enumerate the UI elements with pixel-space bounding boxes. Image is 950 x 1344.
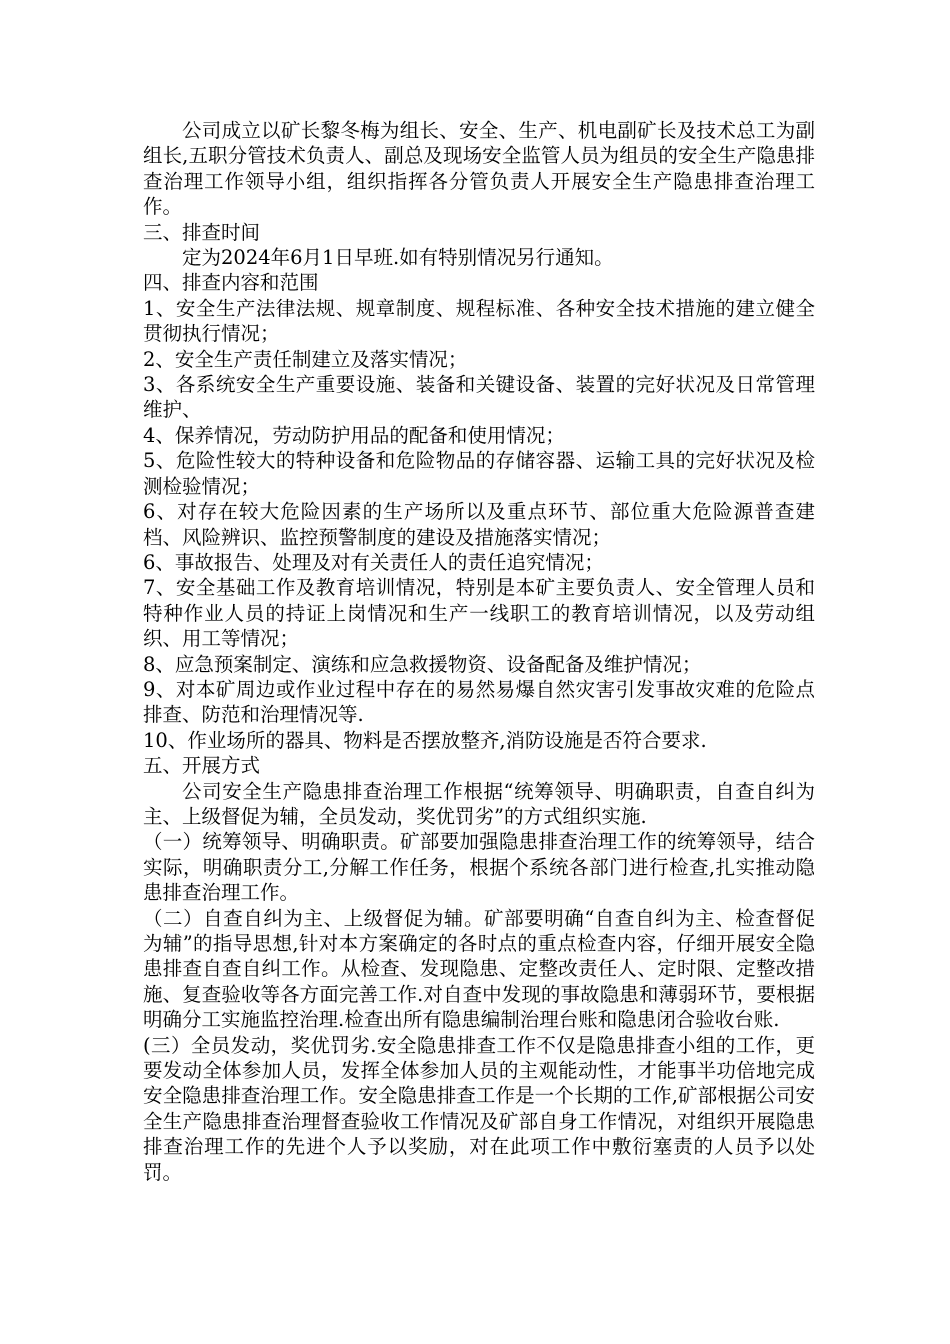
paragraph-4: 1、安全生产法律法规、规章制度、规程标准、各种安全技术措施的建立健全贯彻执行情况； (143, 296, 815, 346)
paragraph-2: 定为2024年6月1日早班.如有特别情况另行通知。 (182, 246, 614, 270)
paragraph-11: 7、安全基础工作及教育培训情况，特别是本矿主要负责人、安全管理人员和特种作业人员的持证上岗情况和生产一线职工的教育培训情况，以及劳动组织、用工等情况； (143, 576, 815, 651)
paragraph-12: 8、应急预案制定、演练和应急救援物资、设备配备及维护情况； (143, 652, 702, 676)
document-page (143, 118, 815, 1185)
paragraph-9: 6、对存在较大危险因素的生产场所以及重点环节、部位重大危险源普查建档、风险辨识、监控预警制度的建设及措施落实情况； (143, 500, 815, 549)
paragraph-15: 五、开展方式 (143, 754, 261, 778)
paragraph-1: 三、排查时间 (143, 220, 261, 244)
paragraph-16: 公司安全生产隐患排查治理工作根据“统筹领导、明确职责，自查自纠为主、上级督促为辅，全员发动，奖优罚劣”的方式组织实施. (143, 779, 815, 828)
paragraph-8: 5、危险性较大的特种设备和危险物品的存储容器、运输工具的完好状况及检测检验情况； (143, 449, 815, 498)
paragraph-18: （二）自查自纠为主、上级督促为辅。矿部要明确“自查自纠为主、检查督促为辅”的指导思想,针对本方案确定的各时点的重点检查内容，仔细开展安全隐患排查自查自纠工作。从检查、发现隐患、定整改责任人、定时限、定整改措施、复查验收等各方面完善工作.对自查中发现的事故隐患和薄弱环节，要根据明确分工实施监控治理.检查出所有隐患编制治理台账和隐患闭合验收台账. (143, 906, 815, 1032)
paragraph-13: 9、对本矿周边或作业过程中存在的易然易爆自然灾害引发事故灾难的危险点排查、防范和治理情况等. (143, 677, 815, 727)
paragraph-17: （一）统筹领导、明确职责。矿部要加强隐患排查治理工作的统筹领导，结合实际，明确职责分工,分解工作任务，根据个系统各部门进行检查,扎实推动隐患排查治理工作。 (143, 830, 815, 905)
paragraph-19: (三）全员发动，奖优罚劣.安全隐患排查工作不仅是隐患排查小组的工作，更要发动全体参加人员，发挥全体参加人员的主观能动性，才能事半功倍地完成安全隐患排查治理工作。安全隐患排查工作是一个长期的工作,矿部根据公司安全生产隐患排查治理督查验收工作情况及矿部自身工作情况，对组织开展隐患排查治理工作的先进个人予以奖励，对在此项工作中敷衍塞责的人员予以处罚。 (143, 1033, 815, 1184)
paragraph-6: 3、各系统安全生产重要设施、装备和关键设备、装置的完好状况及日常管理维护、 (143, 373, 815, 422)
paragraph-3: 四、排查内容和范围 (143, 271, 319, 295)
paragraph-0: 公司成立以矿长黎冬梅为组长、安全、生产、机电副矿长及技术总工为副组长,五职分管技术负责人、副总及现场安全监管人员为组员的安全生产隐患排查治理工作领导小组，组织指挥各分管负责人开展安全生产隐患排查治理工作。 (143, 119, 815, 219)
paragraph-10: 6、事故报告、处理及对有关责任人的责任追究情况； (143, 550, 604, 574)
paragraph-14: 10、作业场所的器具、物料是否摆放整齐,消防设施是否符合要求. (143, 728, 707, 752)
paragraph-5: 2、安全生产责任制建立及落实情况； (143, 347, 468, 371)
paragraph-7: 4、保养情况，劳动防护用品的配备和使用情况； (143, 423, 565, 447)
